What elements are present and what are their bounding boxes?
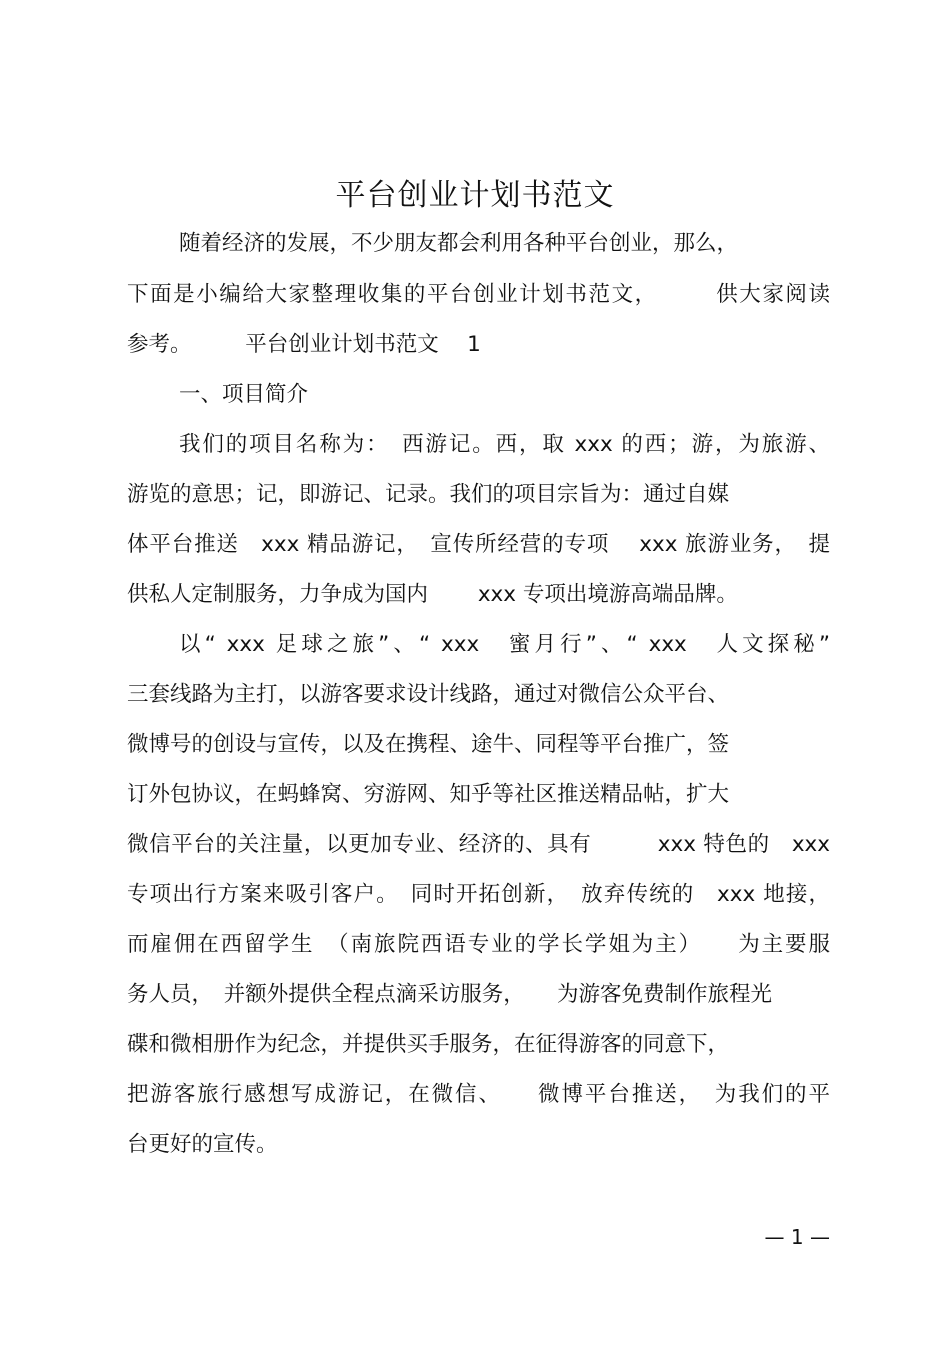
paragraph-line: 我们的项目名称为： 西游记。西，取 xxx 的西；游，为旅游、 bbox=[179, 432, 830, 457]
paragraph-line: 台更好的宣传。 bbox=[127, 1132, 278, 1157]
paragraph-line: 碟和微相册作为纪念，并提供买手服务，在征得游客的同意下， bbox=[127, 1032, 730, 1057]
paragraph-line: 体平台推送 xxx 精品游记， 宣传所经营的专项 xxx 旅游业务， 提 bbox=[127, 532, 830, 557]
paragraph-line: 微博号的创设与宣传，以及在携程、途牛、同程等平台推广，签 bbox=[127, 732, 730, 757]
paragraph-line: 参考。 平台创业计划书范文 1 bbox=[127, 332, 481, 357]
paragraph-line: 供私人定制服务，力争成为国内 xxx 专项出境游高端品牌。 bbox=[127, 582, 738, 607]
paragraph-line: 微信平台的关注量，以更加专业、经济的、具有 xxx 特色的 xxx bbox=[127, 832, 830, 857]
paragraph-line: 订外包协议，在蚂蜂窝、穷游网、知乎等社区推送精品帖，扩大 bbox=[127, 782, 730, 807]
page-number: — 1 — bbox=[764, 1225, 830, 1249]
document-title: 平台创业计划书范文 bbox=[335, 178, 615, 213]
paragraph-line: 把游客旅行感想写成游记，在微信、 微博平台推送， 为我们的平 bbox=[127, 1082, 830, 1107]
paragraph-line: 专项出行方案来吸引客户。 同时开拓创新， 放弃传统的 xxx 地接， bbox=[127, 882, 830, 907]
paragraph-line: 以“ xxx 足球之旅”、“ xxx 蜜月行”、“ xxx 人文探秘” bbox=[179, 632, 830, 657]
paragraph-line: 游览的意思；记，即游记、记录。我们的项目宗旨为：通过自媒 bbox=[127, 482, 730, 507]
paragraph-line: 务人员， 并额外提供全程点滴采访服务， 为游客免费制作旅程光 bbox=[127, 982, 773, 1007]
section-heading: 一、项目简介 bbox=[179, 382, 309, 407]
paragraph-line: 而雇佣在西留学生 （南旅院西语专业的学长学姐为主） 为主要服 bbox=[127, 932, 830, 957]
paragraph-line: 随着经济的发展，不少朋友都会利用各种平台创业，那么， bbox=[179, 231, 739, 256]
paragraph-line: 下面是小编给大家整理收集的平台创业计划书范文， 供大家阅读 bbox=[127, 282, 830, 307]
paragraph-line: 三套线路为主打，以游客要求设计线路，通过对微信公众平台、 bbox=[127, 682, 730, 707]
